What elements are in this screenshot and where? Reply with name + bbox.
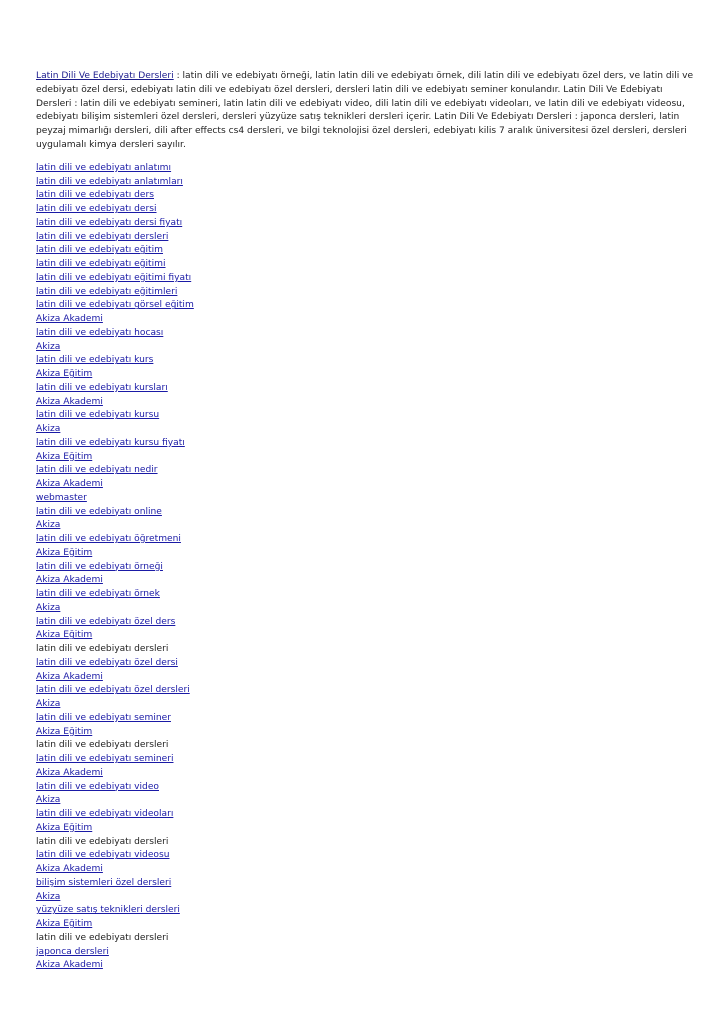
keyword-link-list xyxy=(36,162,696,973)
keyword-link[interactable]: latin dili ve edebiyatı eğitimleri xyxy=(36,286,178,297)
intro-text: : latin dili ve edebiyatı örneği, latin latin dili ve edebiyatı örnek, dili latin dili ve edebiyatı özel ders, ve latin dili ve edebiyatı özel dersi, edebiyatı latin dili ve edebiyatı özel dersleri, dersleri latin dili ve edebiyatı seminer konulandır. Latin Dili Ve Edebiyatı Dersleri : latin dili ve edebiyatı semineri, latin latin dili ve edebiyatı video, dili latin dili ve edebiyatı videoları, ve latin dili ve edebiyatı videosu, edebiyatı bilişim sistemleri özel dersleri, dersleri yüzyüze satış teknikleri dersleri içerir. Latin Dili Ve Edebiyatı Dersleri : japonca dersleri, latin peyzaj mimarlığı dersleri, dili after effects cs4 dersleri, ve bilgi teknolojisi özel dersleri, edebiyatı kilis 7 aralık üniversitesi özel dersleri, dersleri uygulamalı kimya dersleri sayılır. xyxy=(36,71,694,150)
list-item xyxy=(36,657,696,671)
keyword-link[interactable]: Akiza Akademi xyxy=(36,314,103,325)
list-item xyxy=(36,726,696,740)
keyword-link[interactable]: latin dili ve edebiyatı kursu fiyatı xyxy=(36,437,185,448)
keyword-link[interactable]: bilişim sistemleri özel dersleri xyxy=(36,877,172,888)
keyword-link[interactable]: latin dili ve edebiyatı eğitim xyxy=(36,245,163,256)
list-item xyxy=(36,574,696,588)
list-item xyxy=(36,423,696,437)
keyword-link[interactable]: latin dili ve edebiyatı öğretmeni xyxy=(36,534,181,545)
keyword-link[interactable]: latin dili ve edebiyatı online xyxy=(36,506,162,517)
keyword-link[interactable]: Akiza Akademi xyxy=(36,479,103,490)
list-item xyxy=(36,313,696,327)
keyword-link[interactable]: latin dili ve edebiyatı anlatımı xyxy=(36,162,172,173)
list-item xyxy=(36,767,696,781)
list-item xyxy=(36,918,696,932)
keyword-link[interactable]: latin dili ve edebiyatı özel dersleri xyxy=(36,685,190,696)
list-item xyxy=(36,299,696,313)
list-item xyxy=(36,877,696,891)
keyword-link[interactable]: Akiza Eğitim xyxy=(36,369,93,380)
list-item xyxy=(36,437,696,451)
list-item xyxy=(36,698,696,712)
list-item xyxy=(36,561,696,575)
list-item xyxy=(36,904,696,918)
list-item xyxy=(36,162,696,176)
list-item xyxy=(36,354,696,368)
keyword-link[interactable]: yüzyüze satış teknikleri dersleri xyxy=(36,905,180,916)
list-item xyxy=(36,176,696,190)
list-item xyxy=(36,588,696,602)
list-item xyxy=(36,341,696,355)
keyword-link[interactable]: latin dili ve edebiyatı örneği xyxy=(36,561,163,572)
keyword-link[interactable]: latin dili ve edebiyatı görsel eğitim xyxy=(36,300,194,311)
keyword-link[interactable]: Akiza Akademi xyxy=(36,396,103,407)
list-item xyxy=(36,836,696,850)
keyword-link[interactable]: latin dili ve edebiyatı kurs xyxy=(36,355,154,366)
keyword-link[interactable]: Akiza Akademi xyxy=(36,575,103,586)
list-item xyxy=(36,753,696,767)
list-item xyxy=(36,946,696,960)
list-item xyxy=(36,519,696,533)
list-item xyxy=(36,464,696,478)
keyword-link[interactable]: webmaster xyxy=(36,492,87,503)
keyword-link[interactable]: Akiza xyxy=(36,424,61,435)
keyword-link[interactable]: latin dili ve edebiyatı dersi fiyatı xyxy=(36,217,183,228)
list-item xyxy=(36,327,696,341)
list-item xyxy=(36,849,696,863)
list-item xyxy=(36,396,696,410)
list-item xyxy=(36,382,696,396)
keyword-link[interactable]: latin dili ve edebiyatı anlatımları xyxy=(36,176,183,187)
keyword-text: latin dili ve edebiyatı dersleri xyxy=(36,644,169,655)
list-item xyxy=(36,602,696,616)
keyword-link[interactable]: latin dili ve edebiyatı dersleri xyxy=(36,231,169,242)
keyword-text: latin dili ve edebiyatı dersleri xyxy=(36,932,169,943)
keyword-link[interactable]: latin dili ve edebiyatı semineri xyxy=(36,754,174,765)
list-item xyxy=(36,739,696,753)
list-item xyxy=(36,478,696,492)
list-item xyxy=(36,189,696,203)
keyword-link[interactable]: Akiza xyxy=(36,602,61,613)
keyword-link[interactable]: latin dili ve edebiyatı eğitimi fiyatı xyxy=(36,272,192,283)
keyword-link[interactable]: Akiza Eğitim xyxy=(36,630,93,641)
keyword-link[interactable]: Akiza Akademi xyxy=(36,960,103,971)
list-item xyxy=(36,286,696,300)
list-item xyxy=(36,891,696,905)
list-item xyxy=(36,684,696,698)
list-item xyxy=(36,492,696,506)
list-item xyxy=(36,959,696,973)
list-item xyxy=(36,712,696,726)
keyword-link[interactable]: latin dili ve edebiyatı dersi xyxy=(36,204,157,215)
keyword-link[interactable]: latin dili ve edebiyatı kursları xyxy=(36,382,168,393)
list-item xyxy=(36,244,696,258)
keyword-link[interactable]: latin dili ve edebiyatı videosu xyxy=(36,850,170,861)
title-link[interactable]: Latin Dili Ve Edebiyatı Dersleri xyxy=(36,71,174,81)
keyword-link[interactable]: Akiza xyxy=(36,891,61,902)
keyword-link[interactable]: latin dili ve edebiyatı eğitimi xyxy=(36,259,166,270)
list-item xyxy=(36,616,696,630)
keyword-link[interactable]: latin dili ve edebiyatı kursu xyxy=(36,410,160,421)
list-item xyxy=(36,533,696,547)
keyword-link[interactable]: Akiza xyxy=(36,699,61,710)
list-item xyxy=(36,368,696,382)
list-item xyxy=(36,258,696,272)
keyword-link[interactable]: latin dili ve edebiyatı nedir xyxy=(36,465,158,476)
keyword-text: latin dili ve edebiyatı dersleri xyxy=(36,836,169,847)
keyword-link[interactable]: Akiza Eğitim xyxy=(36,451,93,462)
keyword-link[interactable]: Akiza xyxy=(36,341,61,352)
list-item xyxy=(36,863,696,877)
keyword-link[interactable]: latin dili ve edebiyatı seminer xyxy=(36,712,171,723)
list-item xyxy=(36,629,696,643)
list-item xyxy=(36,781,696,795)
keyword-link[interactable]: japonca dersleri xyxy=(36,946,109,957)
keyword-text: latin dili ve edebiyatı dersleri xyxy=(36,740,169,751)
keyword-link[interactable]: Akiza Eğitim xyxy=(36,547,93,558)
keyword-link[interactable]: Akiza Eğitim xyxy=(36,726,93,737)
list-item xyxy=(36,409,696,423)
keyword-link[interactable]: latin dili ve edebiyatı özel dersi xyxy=(36,657,178,668)
list-item xyxy=(36,272,696,286)
keyword-link[interactable]: latin dili ve edebiyatı örnek xyxy=(36,589,160,600)
list-item xyxy=(36,643,696,657)
keyword-link[interactable]: latin dili ve edebiyatı videoları xyxy=(36,809,174,820)
list-item xyxy=(36,671,696,685)
document-page xyxy=(36,70,696,973)
list-item xyxy=(36,808,696,822)
list-item xyxy=(36,217,696,231)
list-item xyxy=(36,794,696,808)
keyword-link[interactable]: Akiza Akademi xyxy=(36,671,103,682)
list-item xyxy=(36,822,696,836)
keyword-link[interactable]: latin dili ve edebiyatı hocası xyxy=(36,327,164,338)
list-item xyxy=(36,506,696,520)
keyword-link[interactable]: Akiza Eğitim xyxy=(36,919,93,930)
keyword-link[interactable]: latin dili ve edebiyatı ders xyxy=(36,190,154,201)
keyword-link[interactable]: latin dili ve edebiyatı özel ders xyxy=(36,616,176,627)
list-item xyxy=(36,231,696,245)
keyword-link[interactable]: Akiza Akademi xyxy=(36,767,103,778)
keyword-link[interactable]: Akiza xyxy=(36,520,61,531)
list-item xyxy=(36,547,696,561)
intro-paragraph xyxy=(36,70,696,153)
list-item xyxy=(36,451,696,465)
keyword-link[interactable]: Akiza Akademi xyxy=(36,864,103,875)
list-item xyxy=(36,203,696,217)
keyword-link[interactable]: latin dili ve edebiyatı video xyxy=(36,781,159,792)
list-item xyxy=(36,932,696,946)
keyword-link[interactable]: Akiza Eğitim xyxy=(36,822,93,833)
keyword-link[interactable]: Akiza xyxy=(36,795,61,806)
